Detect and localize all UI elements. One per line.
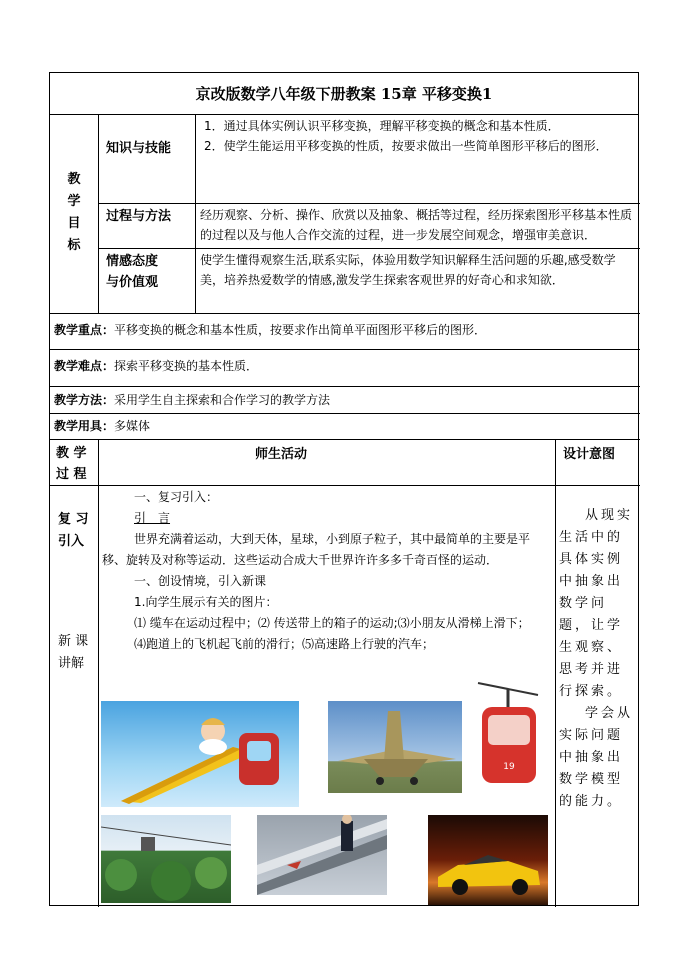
tools-row	[54, 416, 634, 436]
intent-paragraph-2: 学会从实际问题中抽象出数学模型的能力。	[559, 706, 634, 809]
emotion-text: 使学生懂得观察生活,联系实际，体验用数学知识解释生活问题的乐趣,感受数学美，培养热爱数学的情感,激发学生探索客观世界的好奇心和求知欲．	[200, 253, 616, 287]
knowledge-item-1: 1．通过具体实例认识平移变换，理解平移变换的概念和基本性质．	[204, 119, 560, 133]
method-row	[54, 390, 634, 410]
activity-line-5: 1.向学生展示有关的图片：	[134, 595, 278, 609]
process-text: 经历观察、分析、操作、欣赏以及抽象、概括等过程，经历探索图形平移基本性质的过程以及与他人合作交流的过程，进一步发展空间观念，增强审美意识．	[200, 208, 633, 242]
review-label-line-2: 引入	[58, 534, 85, 549]
knowledge-label: 知识与技能	[106, 141, 172, 156]
header-process-line-1: 教 学	[56, 446, 87, 461]
activity-line-3: 世界充满着运动，大到天体，星球，小到原子粒子，其中最简单的主要是平移、旋转及对称等运动．这些运动合成大千世界许许多多千奇百怪的运动．	[102, 532, 531, 567]
header-activity: 师生活动	[255, 447, 308, 462]
activity-line-4: 一、创设情境，引入新课	[134, 574, 267, 588]
header-intent: 设计意图	[563, 447, 616, 462]
slide-photo	[101, 701, 299, 807]
new-lesson-label-line-2: 讲解	[58, 656, 85, 671]
review-label	[58, 509, 89, 553]
emotion-label-line-2: 与价值观	[106, 275, 159, 290]
difficulty-text: 探索平移变换的基本性质．	[114, 359, 259, 373]
activity-line-2: 引 言	[134, 511, 171, 525]
new-lesson-label	[58, 631, 88, 675]
tools-label: 教学用具：	[54, 419, 115, 433]
activity-line-1: 一、复习引入：	[134, 490, 219, 504]
sports-car-photo	[428, 815, 548, 905]
lesson-plan-table	[49, 72, 639, 906]
key-point-row	[54, 320, 634, 340]
process-label: 过程与方法	[106, 209, 172, 224]
cable-car-number: 19	[503, 762, 515, 772]
difficulty-label: 教学难点：	[54, 359, 115, 373]
header-process-line-2: 过 程	[56, 467, 87, 482]
key-point-text: 平移变换的概念和基本性质，按要求作出简单平面图形平移后的图形．	[114, 323, 487, 337]
difficulty-row	[54, 356, 634, 376]
intent-paragraph-1: 从现实生活中的具体实例中抽象出数学问题，让学生观察、思考并进行探索。	[559, 508, 634, 699]
objectives-side-label: 教学目标	[67, 172, 81, 253]
new-lesson-label-line-1: 新 课	[58, 634, 89, 649]
intent-text	[559, 505, 637, 813]
emotion-label-line-1: 情感态度	[106, 254, 159, 269]
key-point-label: 教学重点：	[54, 323, 115, 337]
activity-text	[102, 487, 550, 655]
jet-photo	[328, 701, 462, 793]
method-label: 教学方法：	[54, 393, 115, 407]
cable-car-photo	[468, 677, 548, 791]
header-process	[56, 443, 87, 485]
escalator-photo	[257, 815, 387, 895]
review-label-line-1: 复 习	[58, 512, 89, 527]
activity-line-7: ⑷跑道上的飞机起飞前的滑行；⑸高速路上行驶的汽车；	[134, 637, 435, 651]
emotion-label	[106, 251, 158, 293]
knowledge-item-2: 2．使学生能运用平移变换的性质，按要求做出一些简单图形平移后的图形．	[204, 139, 608, 153]
tools-text: 多媒体	[114, 419, 151, 433]
activity-line-6: ⑴ 缆车在运动过程中；⑵ 传送带上的箱子的运动;⑶小朋友从滑梯上滑下；	[134, 616, 530, 630]
method-text: 采用学生自主探索和合作学习的教学方法	[114, 393, 331, 407]
knowledge-text	[200, 116, 636, 156]
page-title: 京改版数学八年级下册教案 15章 平移变换1	[50, 73, 638, 115]
mountain-cable-photo	[101, 815, 231, 903]
